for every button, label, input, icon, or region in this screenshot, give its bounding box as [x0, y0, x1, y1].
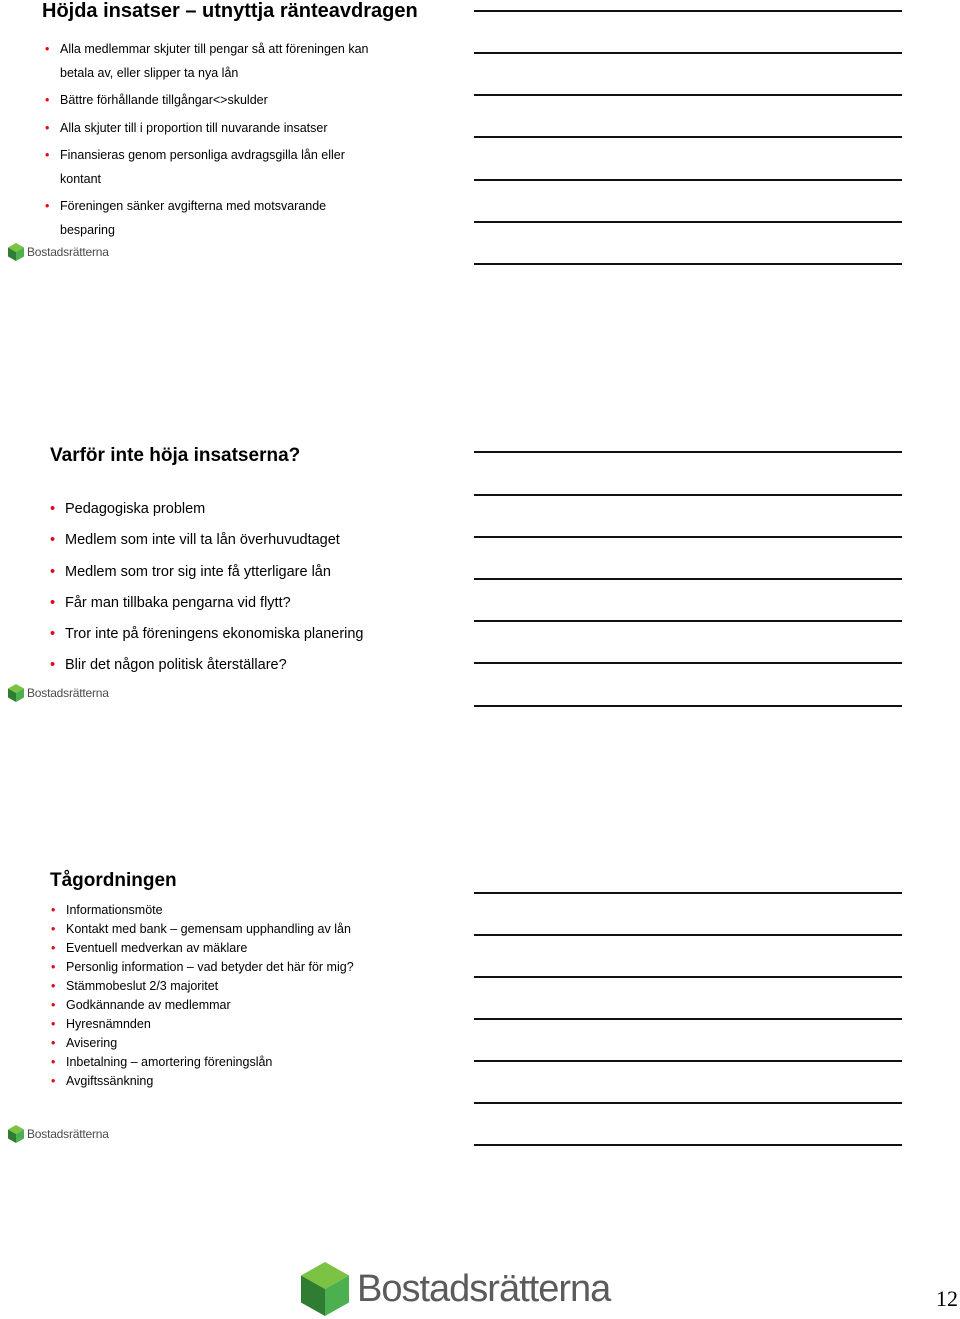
note-line	[474, 1018, 902, 1020]
note-line	[474, 536, 902, 538]
bullet-icon: •	[45, 120, 50, 135]
list-item: • Blir det någon politisk återställare?	[65, 650, 364, 681]
note-line	[474, 451, 902, 453]
bullet-icon: •	[50, 657, 56, 674]
bullet-icon: •	[50, 563, 56, 580]
slide-2-title: Varför inte höja insatserna?	[50, 445, 301, 466]
list-item: • Får man tillbaka pengarna vid flytt?	[65, 588, 364, 619]
list-item: • Föreningen sänker avgifterna med motsvarande	[60, 195, 368, 219]
note-line	[474, 620, 902, 622]
footer-logo	[301, 1260, 610, 1318]
list-item: • Inbetalning – amortering föreningslån	[66, 1053, 354, 1072]
list-item: • Stämmobeslut 2/3 majoritet	[66, 977, 354, 996]
bullet-icon: •	[51, 1055, 56, 1069]
list-item: • Alla skjuter till i proportion till nuvarande insatser	[60, 117, 368, 141]
note-line	[474, 705, 902, 707]
list-item: • Avisering	[66, 1034, 354, 1053]
bostadsratterna-logo-icon	[8, 684, 24, 702]
slide-1-logo	[8, 243, 109, 261]
note-line	[474, 52, 902, 54]
bullet-icon: •	[51, 941, 56, 955]
note-line	[474, 221, 902, 223]
bullet-icon: •	[51, 960, 56, 974]
logo-text: Bostadsrätterna	[27, 686, 109, 700]
list-item: kontant	[60, 171, 102, 186]
list-item: • Finansieras genom personliga avdragsgilla lån eller	[60, 144, 368, 168]
list-item: • Medlem som tror sig inte få ytterligare lån	[65, 557, 364, 588]
slide-1-title: Höjda insatser – utnyttja ränteavdragen	[42, 0, 418, 22]
bullet-icon: •	[45, 148, 50, 162]
slide-3-bullets	[51, 901, 354, 1091]
list-item: • Eventuell medverkan av mäklare	[66, 939, 354, 958]
note-line	[474, 94, 902, 96]
list-item: • Godkännande av medlemmar	[66, 996, 354, 1015]
bostadsratterna-logo-icon	[301, 1261, 349, 1317]
bullet-icon: •	[50, 626, 56, 643]
note-line	[474, 934, 902, 936]
bullet-icon: •	[51, 998, 56, 1012]
bullet-icon: •	[45, 93, 50, 107]
list-item: • Bättre förhållande tillgångar<>skulder	[60, 89, 368, 113]
note-line	[474, 494, 902, 496]
bullet-icon: •	[50, 501, 56, 517]
footer-logo-text: Bostadsrätterna	[357, 1267, 611, 1310]
bullet-icon: •	[50, 532, 56, 549]
bostadsratterna-logo-icon	[8, 243, 24, 261]
note-line	[474, 136, 902, 138]
bullet-icon: •	[51, 979, 56, 993]
note-line	[474, 1060, 902, 1062]
note-line	[474, 578, 902, 580]
bullet-icon: •	[51, 1036, 56, 1050]
note-line	[474, 662, 902, 664]
note-line	[474, 976, 902, 978]
list-item: • Avgiftssänkning	[66, 1072, 354, 1091]
bullet-icon: •	[50, 594, 56, 611]
bullet-icon: •	[45, 199, 50, 213]
note-line	[474, 263, 902, 265]
list-item: • Hyresnämnden	[66, 1015, 354, 1034]
bullet-icon: •	[51, 1074, 56, 1088]
list-item: • Tror inte på föreningens ekonomiska planering	[65, 619, 364, 650]
note-line	[474, 1144, 902, 1146]
bullet-icon: •	[51, 922, 56, 936]
list-item: • Medlem som inte vill ta lån överhuvudtaget	[65, 525, 364, 556]
bullet-icon: •	[51, 903, 56, 917]
list-item: • Personlig information – vad betyder det här för mig?	[66, 958, 354, 977]
note-line	[474, 10, 902, 12]
slide-1-bullets	[45, 38, 369, 242]
note-line	[474, 892, 902, 894]
page-number: 12	[936, 1286, 958, 1311]
slide-2-logo	[8, 684, 109, 702]
bostadsratterna-logo-icon	[8, 1125, 24, 1143]
list-item: • Informationsmöte	[66, 901, 354, 920]
list-item: besparing	[60, 222, 115, 237]
slide-3-logo	[8, 1125, 109, 1143]
slide-3-title: Tågordningen	[50, 870, 177, 891]
logo-text: Bostadsrätterna	[27, 245, 109, 259]
bullet-icon: •	[45, 42, 50, 56]
list-item: betala av, eller slipper ta nya lån	[60, 65, 239, 80]
list-item: • Kontakt med bank – gemensam upphandling av lån	[66, 920, 354, 939]
slide-2-bullets	[50, 494, 364, 682]
list-item: • Alla medlemmar skjuter till pengar så att föreningen kan	[60, 38, 368, 62]
bullet-icon: •	[51, 1017, 56, 1031]
note-line	[474, 179, 902, 181]
logo-text: Bostadsrätterna	[27, 1127, 109, 1141]
note-line	[474, 1102, 902, 1104]
list-item: • Pedagogiska problem	[65, 494, 364, 525]
